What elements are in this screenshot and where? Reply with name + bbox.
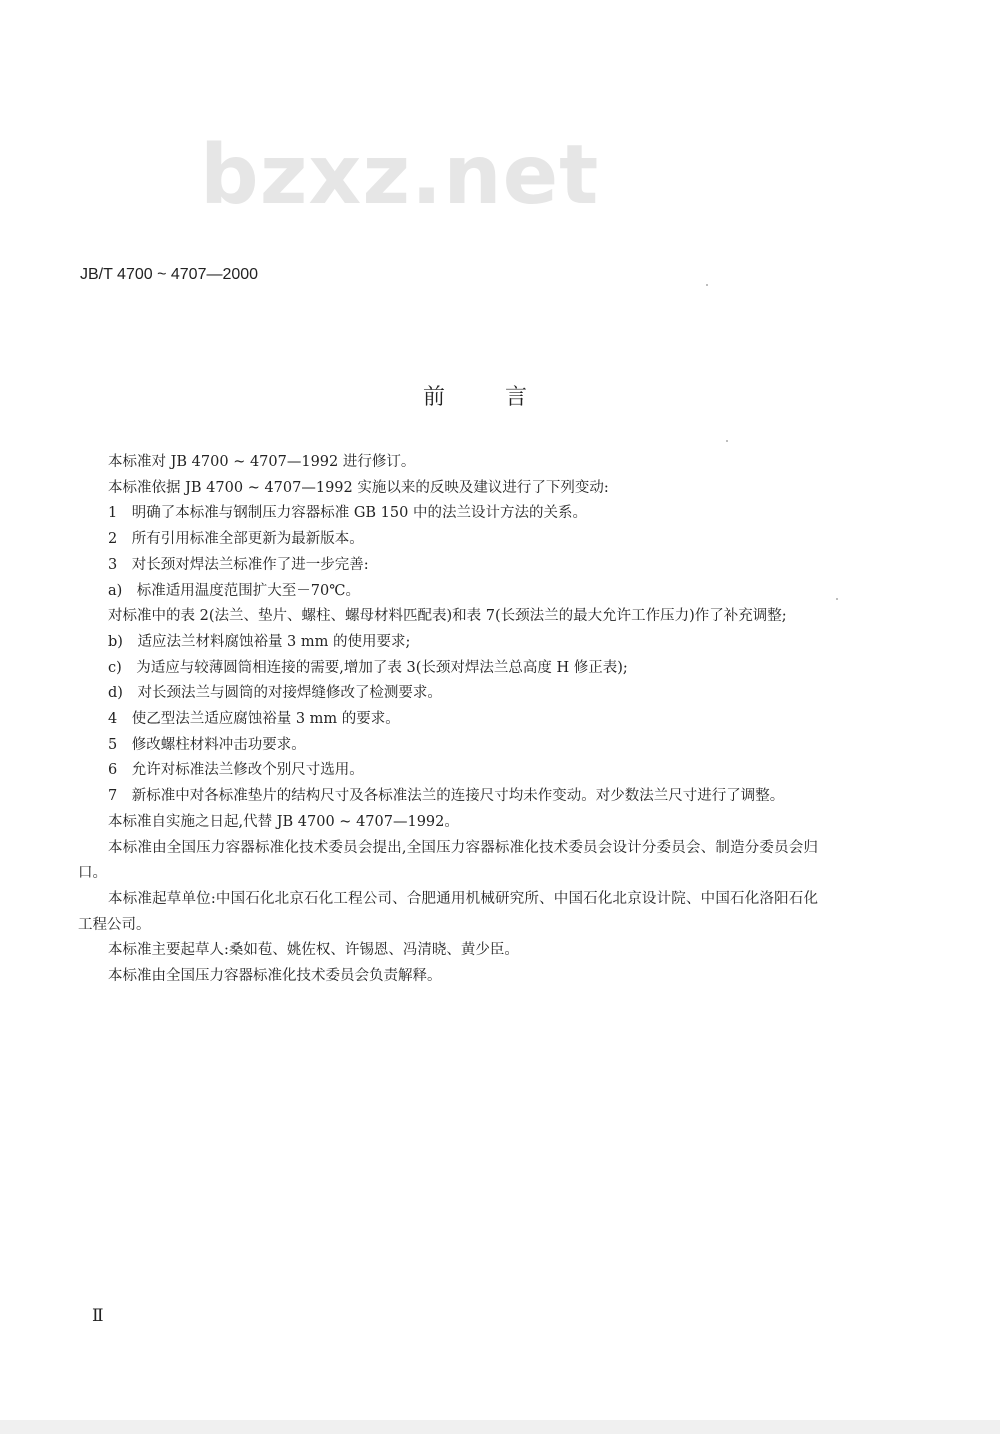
list-item: 6 允许对标准法兰修改个别尺寸选用。	[108, 762, 364, 779]
watermark-text: bzxz.net	[200, 128, 600, 223]
paragraph: 本标准起草单位:中国石化北京石化工程公司、合肥通用机械研究所、中国石化北京设计院、中国石化洛阳石化工程公司。	[78, 890, 818, 933]
sub-list-item: b) 适应法兰材料腐蚀裕量 3 mm 的使用要求;	[108, 633, 411, 650]
paragraph: 本标准由全国压力容器标准化技术委员会提出,全国压力容器标准化技术委员会设计分委员会、制造分委员会归口。	[78, 839, 818, 882]
sub-list-item: a) 标准适用温度范围扩大至－70℃。	[108, 582, 360, 599]
document-code: JB/T 4700 ~ 4707—2000	[80, 266, 259, 283]
list-item: 2 所有引用标准全部更新为最新版本。	[108, 531, 364, 548]
list-item: 5 修改螺柱材料冲击功要求。	[108, 736, 306, 753]
paragraph: 本标准由全国压力容器标准化技术委员会负责解释。	[108, 968, 442, 985]
page-number: Ⅱ	[92, 1306, 104, 1326]
paragraph: 本标准依据 JB 4700 ~ 4707—1992 实施以来的反映及建议进行了下列变动:	[108, 479, 609, 496]
paragraph: 本标准主要起草人:桑如苞、姚佐权、许锡恩、冯清晓、黄少臣。	[108, 942, 519, 959]
list-item: 4 使乙型法兰适应腐蚀裕量 3 mm 的要求。	[108, 711, 400, 728]
scan-speck	[706, 284, 708, 286]
page-title: 前言	[422, 385, 587, 410]
list-item: 7 新标准中对各标准垫片的结构尺寸及各标准法兰的连接尺寸均未作变动。对少数法兰尺寸进行了调整。	[108, 788, 785, 805]
bottom-bar	[0, 1420, 1000, 1434]
paragraph: 本标准自实施之日起,代替 JB 4700 ~ 4707—1992。	[108, 813, 459, 830]
sub-list-item: d) 对长颈法兰与圆筒的对接焊缝修改了检测要求。	[108, 685, 442, 702]
paragraph: 对标准中的表 2(法兰、垫片、螺柱、螺母材料匹配表)和表 7(长颈法兰的最大允许工作压力)作了补充调整;	[108, 608, 787, 625]
paragraph: 本标准对 JB 4700 ~ 4707—1992 进行修订。	[108, 454, 416, 470]
sub-list-item: c) 为适应与较薄圆筒相连接的需要,增加了表 3(长颈对焊法兰总高度 H 修正表);	[108, 659, 628, 676]
scan-speck	[726, 440, 728, 442]
list-item: 1 明确了本标准与钢制压力容器标准 GB 150 中的法兰设计方法的关系。	[108, 505, 587, 522]
list-item: 3 对长颈对焊法兰标准作了进一步完善:	[108, 556, 369, 573]
scan-speck	[836, 598, 838, 600]
body-text	[78, 450, 818, 990]
